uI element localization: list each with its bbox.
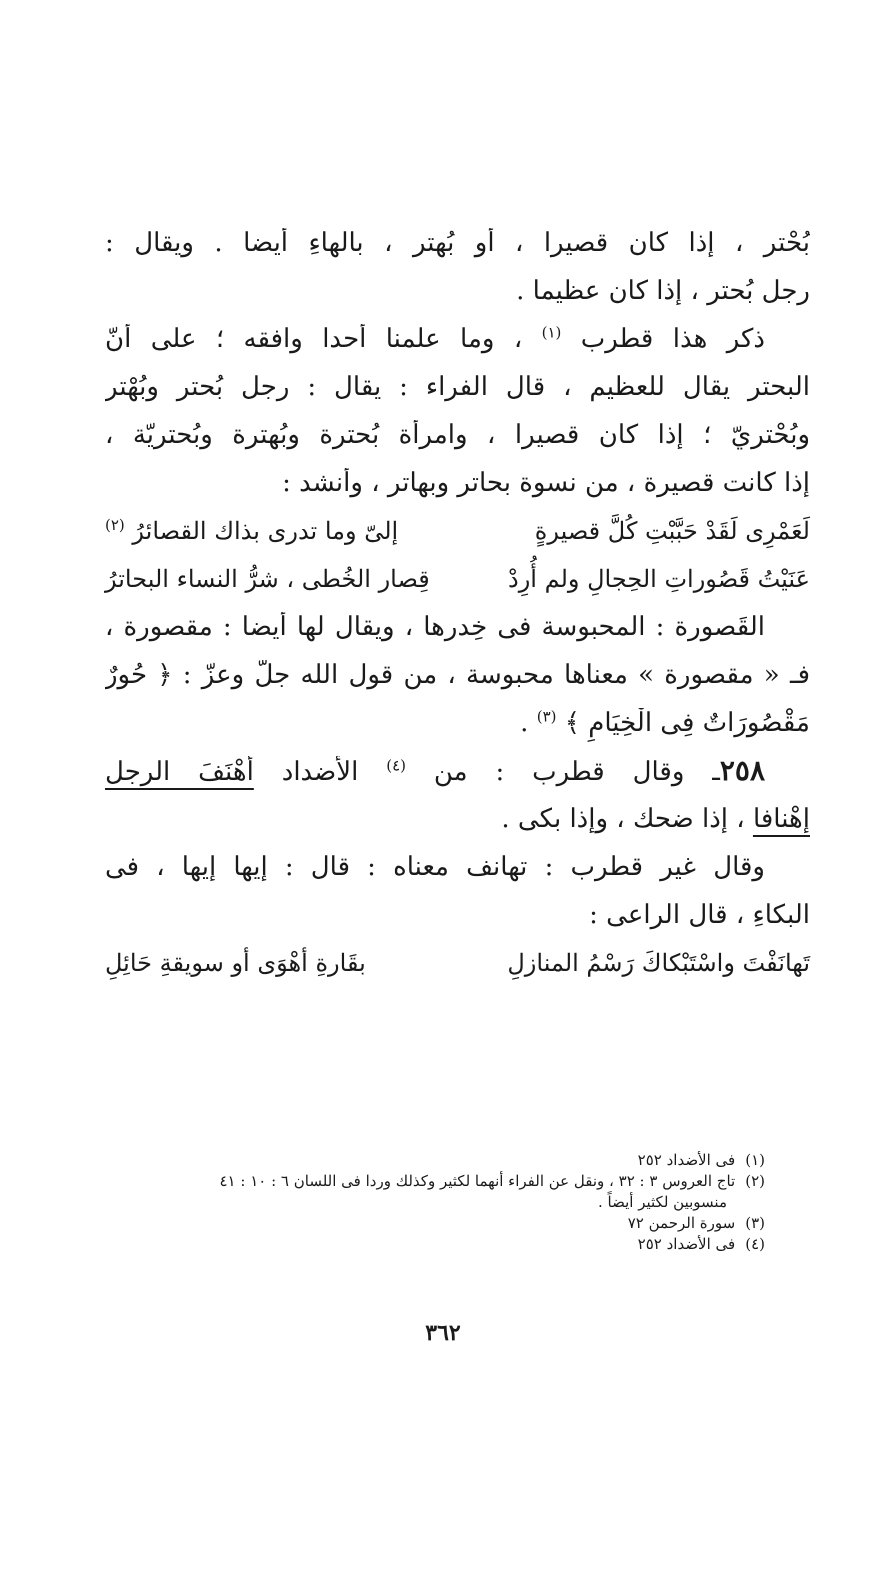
footnote xyxy=(105,1171,765,1213)
footnote-mark: (٢) xyxy=(745,1172,765,1190)
footnote-ref: (١) xyxy=(541,324,562,342)
text-line xyxy=(105,804,810,852)
verse-second-half: بقَارةِ أهْوَى أو سويقةِ حَائِلِ xyxy=(105,949,366,977)
text-line xyxy=(105,708,810,756)
quran-quote: مَقْصُورَاتٌ فِى الْخِيَامِ ﴾ xyxy=(564,708,810,738)
text-fragment: . xyxy=(520,708,529,738)
text-fragment: ، وما علمنا أحدا وافقه ؛ على أنّ xyxy=(105,324,523,354)
entry-heading-line xyxy=(105,756,810,804)
footnote-mark: (١) xyxy=(745,1151,765,1169)
text-line: وقال غير قطرب : تهانف معناه : قال : إيها إيها ، فى xyxy=(105,852,765,882)
text-fragment: ذكر هذا قطرب xyxy=(580,324,766,354)
text-fragment: ـ وقال قطرب : من xyxy=(433,757,720,787)
footnote xyxy=(105,1234,765,1255)
footnote-text: سورة الرحمن ٧٢ xyxy=(627,1214,736,1232)
text-line: إذا كانت قصيرة ، من نسوة بحاتر وبهاتر ، وأنشد : xyxy=(282,468,810,498)
main-text xyxy=(105,228,810,996)
verse-first-half: لَعَمْرِى لَقَدْ حَبَّبْتِ كُلَّ قصيرةٍ xyxy=(534,517,810,545)
footnote-text: فى الأضداد ٢٥٢ xyxy=(637,1235,736,1253)
footnote-text: فى الأضداد ٢٥٢ xyxy=(637,1151,736,1169)
footnote-mark: (٣) xyxy=(745,1214,765,1232)
footnote-ref: (٤) xyxy=(386,756,406,775)
text-line: البكاءِ ، قال الراعى : xyxy=(589,900,810,930)
verse-first-half: تَهانَفْتَ واسْتَبْكاكَ رَسْمُ المنازلِ xyxy=(507,949,810,977)
footnote-continuation: منسوبين لكثير أيضاً . xyxy=(598,1193,727,1211)
text-line: فـ « مقصورة » معناها محبوسة ، من قول الله جلّ وعزّ : ﴿ حُورٌ xyxy=(105,660,810,690)
verse-first-half: عَنَيْتُ قَصُوراتِ الحِجالِ ولم أُرِدْ xyxy=(508,565,810,593)
text-line: بُحْتر ، إذا كان قصيرا ، أو بُهتر ، بالهاءِ أيضا . ويقال : xyxy=(105,228,810,258)
verse-second-half xyxy=(105,516,398,564)
text-line: وبُحْتريّ ؛ إذا كان قصيرا ، وامرأة بُحترة وبُهترة وبُحتريّة ، xyxy=(105,420,810,450)
text-line: رجل بُحتر ، إذا كان عظيما . xyxy=(516,276,810,306)
footnote xyxy=(105,1213,765,1234)
headword: إهْنافا xyxy=(752,804,810,834)
footnote xyxy=(105,1150,765,1171)
footnote-mark: (٤) xyxy=(745,1235,765,1253)
verse-line xyxy=(105,948,810,996)
headword: أَهْنَفَ الرجل xyxy=(105,757,254,787)
text-line: القَصورة : المحبوسة فى خِدرها ، ويقال لها أيضا : مقصورة ، xyxy=(105,612,765,642)
text-line: البحتر يقال للعظيم ، قال الفراء : يقال : رجل بُحتر وبُهْتر xyxy=(105,372,810,402)
text-line xyxy=(105,324,810,372)
footnote-text: تاج العروس ٣ : ٣٢ ، ونقل عن الفراء أنهما لكثير وكذلك وردا فى اللسان ٦ : ١٠ : ٤١ xyxy=(219,1172,736,1190)
verse-line xyxy=(105,564,810,612)
footnote-ref: (٢) xyxy=(105,516,125,534)
text-fragment: الأضداد xyxy=(281,757,359,787)
verse-text: إلىّ وما تدرى بذاك القصائرُ xyxy=(132,517,399,545)
verse-line xyxy=(105,516,810,564)
page-number: ٣٦٢ xyxy=(425,1320,461,1346)
text-fragment: ، إذا ضحك ، وإذا بكى . xyxy=(501,804,745,834)
verse-second-half: قِصار الخُطى ، شرُّ النساء البحاترُ xyxy=(105,565,430,593)
footnotes xyxy=(105,1150,765,1255)
footnote-ref: (٣) xyxy=(536,708,557,726)
entry-number: ٢٥٨ xyxy=(719,756,766,787)
